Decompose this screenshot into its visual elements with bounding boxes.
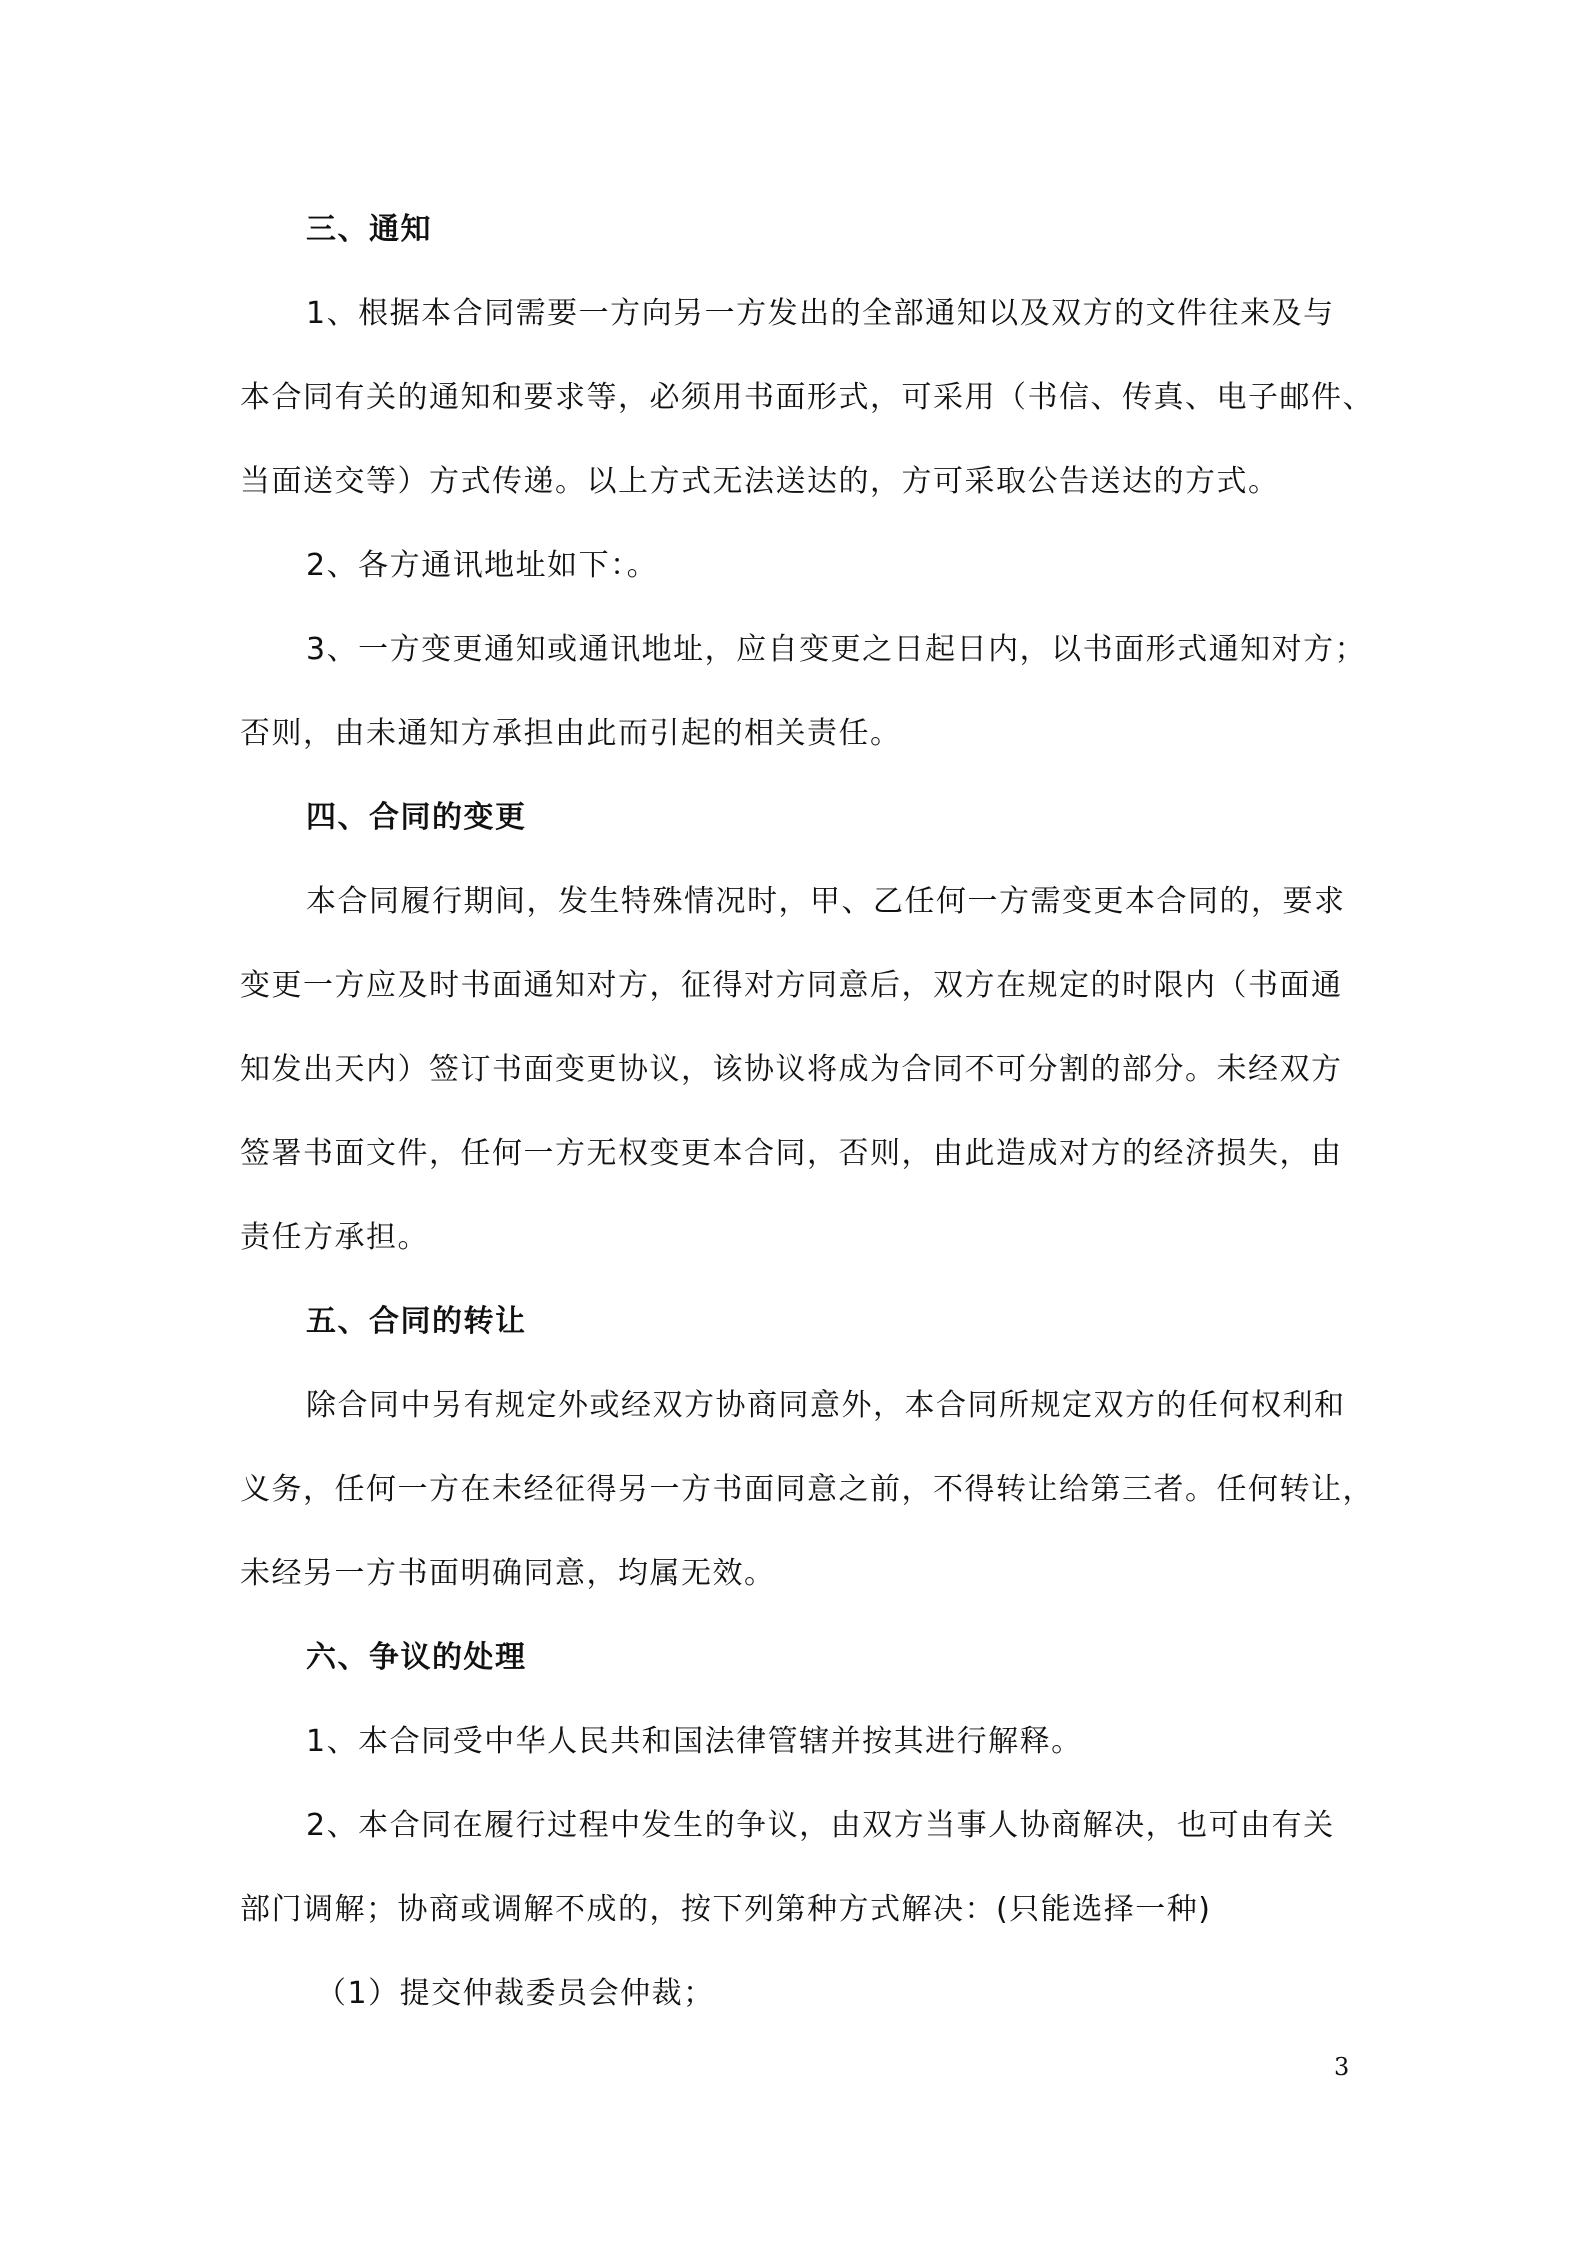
text-line: 2、各方通讯地址如下：。 [306,548,659,583]
text-line: 本合同有关的通知和要求等，必须用书面形式，可采用（书信、传真、电子邮件、 [240,380,1374,415]
text-line: 当面送交等）方式传递。以上方式无法送达的，方可采取公告送达的方式。 [240,464,1280,499]
page-number: 3 [1334,2053,1350,2081]
text-line: 除合同中另有规定外或经双方协商同意外，本合同所规定双方的任何权利和 [306,1388,1346,1423]
text-line: 责任方承担。 [240,1220,429,1255]
text-line: 知发出天内）签订书面变更协议，该协议将成为合同不可分割的部分。未经双方 [240,1052,1343,1087]
text-line: 3、一方变更通知或通讯地址，应自变更之日起日内，以书面形式通知对方； [306,632,1367,667]
section-heading-contract-change: 四、合同的变更 [306,800,527,835]
text-line: （1）提交仲裁委员会仲裁； [316,1976,715,2011]
section-heading-notice: 三、通知 [306,212,432,247]
text-line: 变更一方应及时书面通知对方，征得对方同意后，双方在规定的时限内（书面通 [240,968,1343,1003]
section-heading-contract-transfer: 五、合同的转让 [306,1304,527,1339]
text-line: 否则，由未通知方承担由此而引起的相关责任。 [240,716,902,751]
text-line: 义务，任何一方在未经征得另一方书面同意之前，不得转让给第三者。任何转让， [240,1472,1374,1507]
text-line: 2、本合同在履行过程中发生的争议，由双方当事人协商解决，也可由有关 [306,1808,1335,1843]
text-line: 签署书面文件，任何一方无权变更本合同，否则，由此造成对方的经济损失，由 [240,1136,1343,1171]
text-line: 本合同履行期间，发生特殊情况时，甲、乙任何一方需变更本合同的，要求 [306,884,1346,919]
text-line: 1、本合同受中华人民共和国法律管辖并按其进行解释。 [306,1724,1083,1759]
text-line: 1、根据本合同需要一方向另一方发出的全部通知以及双方的文件往来及与 [306,296,1335,331]
text-line: 部门调解；协商或调解不成的，按下列第种方式解决：(只能选择一种) [240,1892,1212,1927]
text-line: 未经另一方书面明确同意，均属无效。 [240,1556,776,1591]
section-heading-dispute-resolution: 六、争议的处理 [306,1640,527,1675]
